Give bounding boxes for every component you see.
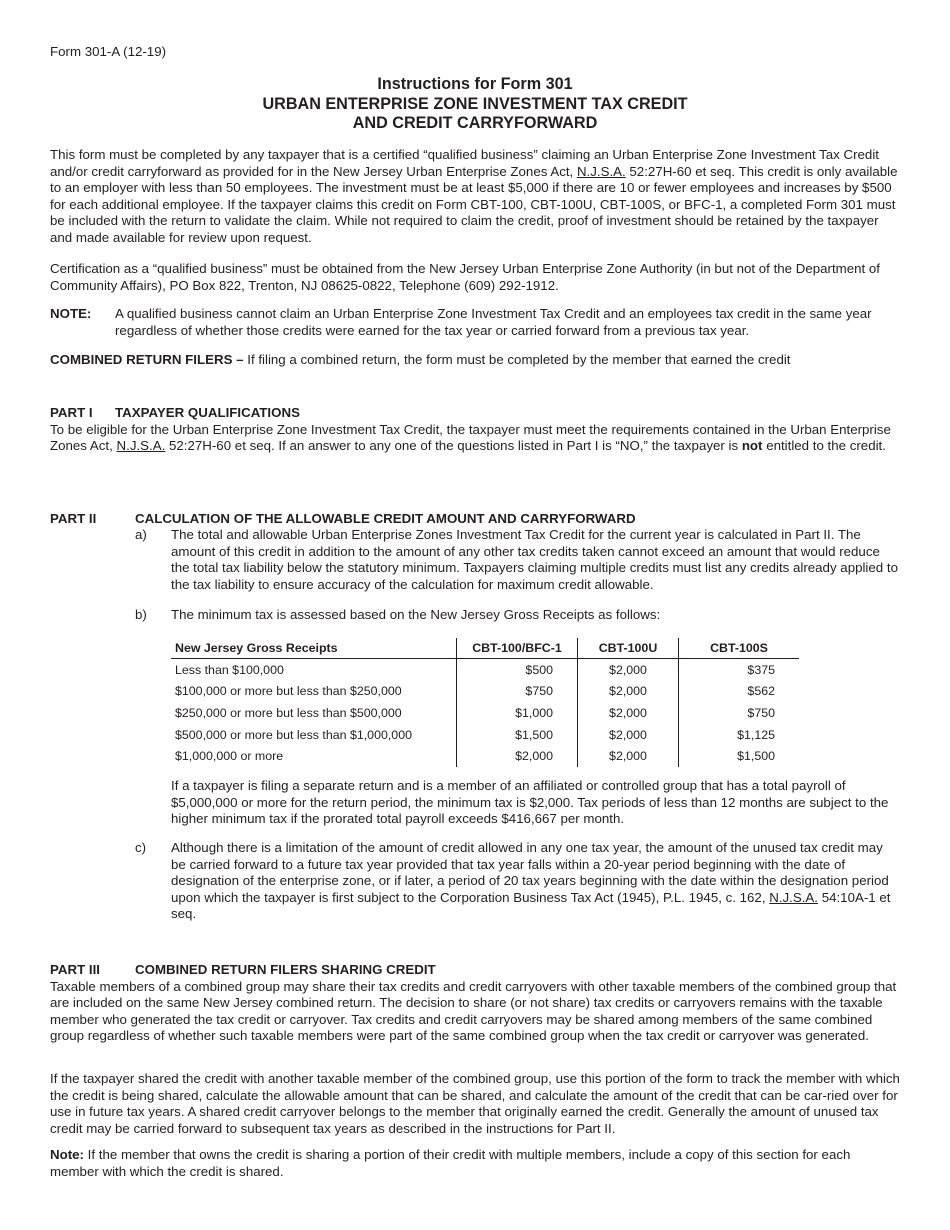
part-2-heading: [50, 511, 900, 528]
item-b-label: b): [135, 607, 147, 622]
header-cbt-100u: CBT-100U: [578, 638, 679, 659]
minimum-tax-table: [171, 638, 799, 767]
cbt-100s-cell: $375: [679, 659, 800, 681]
cbt-100u-cell: $2,000: [578, 702, 679, 724]
cbt-100-cell: $2,000: [457, 746, 578, 768]
cbt-100u-cell: $2,000: [578, 724, 679, 746]
table-row: [171, 724, 799, 746]
table-header-row: [171, 638, 799, 659]
part-3-paragraph-1: Taxable members of a combined group may share their tax credits and credit carryovers with other taxable members of the combined group that are included on the same New Jersey combined return. The decision to share (or not share) tax credits or carryovers remains with the taxable member who generated the tax credit or carryover. Tax credits and credit carryovers may be shared among members of the same combined group regardless of whether such taxable members were part of the same combined group when the tax credit or carryover was generated.: [50, 978, 897, 1044]
part-3-paragraph-2: If the taxpayer shared the credit with another taxable member of the combined group, use this portion of the form to track the member with which the credit is being shared, calculate the allowable amount that can be shared, and calculate the amount of the credit that can be car-ried over for use in future tax years. A shared credit carryover belongs to the member that originally earned the credit. Generally the amount of unused tax credit may be carried forward to subsequent tax years as described in the instructions for Part II.: [50, 1071, 900, 1136]
part-2-section: [50, 511, 900, 528]
intro-paragraph-2: Certification as a “qualified business” must be obtained from the New Jersey Urban Enterprise Zone Authority (in but not of the Department of Community Affairs), PO Box 822, Trenton, NJ 08625-0822, Telephone (609) 292-1912.: [50, 261, 880, 293]
document-title: [50, 75, 900, 134]
part-2-item-c: [135, 840, 900, 923]
part-3-heading: [50, 962, 900, 979]
cbt-100s-cell: $750: [679, 702, 800, 724]
part-3-note: Note: If the member that owns the credit is sharing a portion of their credit with multiple members, include a copy of this section for each member with which the credit is shared.: [50, 1147, 851, 1179]
receipts-cell: $500,000 or more but less than $1,000,000: [175, 727, 412, 742]
cbt-100-cell: $750: [457, 681, 578, 703]
part-2-item-b: [135, 607, 900, 624]
part-1-title: TAXPAYER QUALIFICATIONS: [115, 405, 300, 420]
minimum-tax-note: If a taxpayer is filing a separate return and is a member of an affiliated or controlled group that has a total payroll of $5,000,000 or more for the return period, the minimum tax is $2,000. Tax periods of less than 12 months are subject to the higher minimum tax if the prorated total payroll exceeds $416,667 per month.: [171, 778, 889, 827]
item-b-text: The minimum tax is assessed based on the New Jersey Gross Receipts as follows:: [171, 607, 661, 622]
part-1-heading: [50, 405, 900, 422]
receipts-cell: $250,000 or more but less than $500,000: [175, 705, 402, 720]
header-cbt-100-bfc-1: CBT-100/BFC-1: [457, 638, 578, 659]
table-row: [171, 746, 799, 768]
part-2-title: CALCULATION OF THE ALLOWABLE CREDIT AMOUNT AND CARRYFORWARD: [135, 511, 636, 526]
table-row: [171, 681, 799, 703]
receipts-cell: $100,000 or more but less than $250,000: [175, 684, 402, 699]
item-a-text: The total and allowable Urban Enterprise Zones Investment Tax Credit for the current year is calculated in Part II. The amount of this credit in addition to the amount of any other tax credits taken cannot exceed an amount that would reduce the total tax liability below the statutory minimum. Taxpayers claiming multiple credits must list any credits already applied to the tax liability to ensure accuracy of the calculation for maximum credit allowable.: [171, 527, 898, 592]
cbt-100s-cell: $562: [679, 681, 800, 703]
part-1-number: PART I: [50, 405, 93, 420]
table-row: [171, 659, 799, 681]
part-3-title: COMBINED RETURN FILERS SHARING CREDIT: [135, 962, 436, 977]
part-1-text: To be eligible for the Urban Enterprise Zone Investment Tax Credit, the taxpayer must meet the requirements contained in the Urban Enterprise Zones Act, N.J.S.A. 52:27H-60 et seq. If an answer to any one of the questions listed in Part I is “NO,” the taxpayer is not entitled to the credit.: [50, 421, 891, 454]
receipts-cell: $1,000,000 or more: [175, 749, 284, 764]
header-gross-receipts: New Jersey Gross Receipts: [171, 638, 457, 659]
cbt-100-cell: $1,000: [457, 702, 578, 724]
receipts-cell: Less than $100,000: [175, 662, 284, 677]
note-block: [50, 306, 900, 339]
cbt-100u-cell: $2,000: [578, 681, 679, 703]
part-2-item-a: [135, 527, 900, 593]
note-text: A qualified business cannot claim an Urban Enterprise Zone Investment Tax Credit and an employees tax credit in the same year regardless of whether those credits were earned for the tax year or carried forward from a previous tax year.: [115, 306, 872, 338]
cbt-100s-cell: $1,500: [679, 746, 800, 768]
item-c-text: Although there is a limitation of the amount of credit allowed in any one tax year, the amount of the unused tax credit may be carried forward to a future tax year provided that tax year falls within a 20-year period beginning with the date of designation of the enterprise zone, or if later, a period of 20 tax years beginning with the date within the designation period upon which the taxpayer is first subject to the Corporation Business Tax Act (1945), P.L. 1945, c. 162, N.J.S.A. 54:10A-1 et seq.: [171, 840, 891, 922]
title-line-2: URBAN ENTERPRISE ZONE INVESTMENT TAX CREDIT: [262, 94, 688, 113]
table-row: [171, 702, 799, 724]
intro-paragraph-1: This form must be completed by any taxpayer that is a certified “qualified business” claiming an Urban Enterprise Zone Investment Tax Credit and/or credit carryforward as provided for in the New Jersey Urban Enterprise Zones Act, N.J.S.A. 52:27H-60 et seq. This credit is only available to an employer with less than 50 employees. The investment must be at least $5,000 if there are 10 or fewer employees and increases by $500 for each additional employee. If the taxpayer claims this credit on Form CBT-100, CBT-100U, CBT-100S, or BFC-1, a completed Form 301 must be included with the return to validate the claim. While not required to claim the credit, proof of investment should be retained by the taxpayer and made available for review upon request.: [50, 147, 898, 245]
item-a-label: a): [135, 527, 147, 542]
part-3-section: [50, 962, 900, 1045]
note-label: NOTE:: [50, 306, 92, 321]
cbt-100u-cell: $2,000: [578, 659, 679, 681]
combined-filers-paragraph: COMBINED RETURN FILERS – If filing a combined return, the form must be completed by the member that earned the credit: [50, 352, 791, 367]
part-2-number: PART II: [50, 511, 97, 526]
header-cbt-100s: CBT-100S: [679, 638, 800, 659]
form-id: Form 301-A (12-19): [50, 44, 167, 59]
part-3-number: PART III: [50, 962, 100, 977]
cbt-100s-cell: $1,125: [679, 724, 800, 746]
cbt-100-cell: $500: [457, 659, 578, 681]
part-1-section: [50, 405, 900, 455]
minimum-tax-table-wrap: [171, 638, 811, 767]
item-c-label: c): [135, 840, 147, 855]
title-line-3: AND CREDIT CARRYFORWARD: [352, 114, 598, 132]
cbt-100-cell: $1,500: [457, 724, 578, 746]
title-line-1: Instructions for Form 301: [377, 75, 573, 93]
cbt-100u-cell: $2,000: [578, 746, 679, 768]
